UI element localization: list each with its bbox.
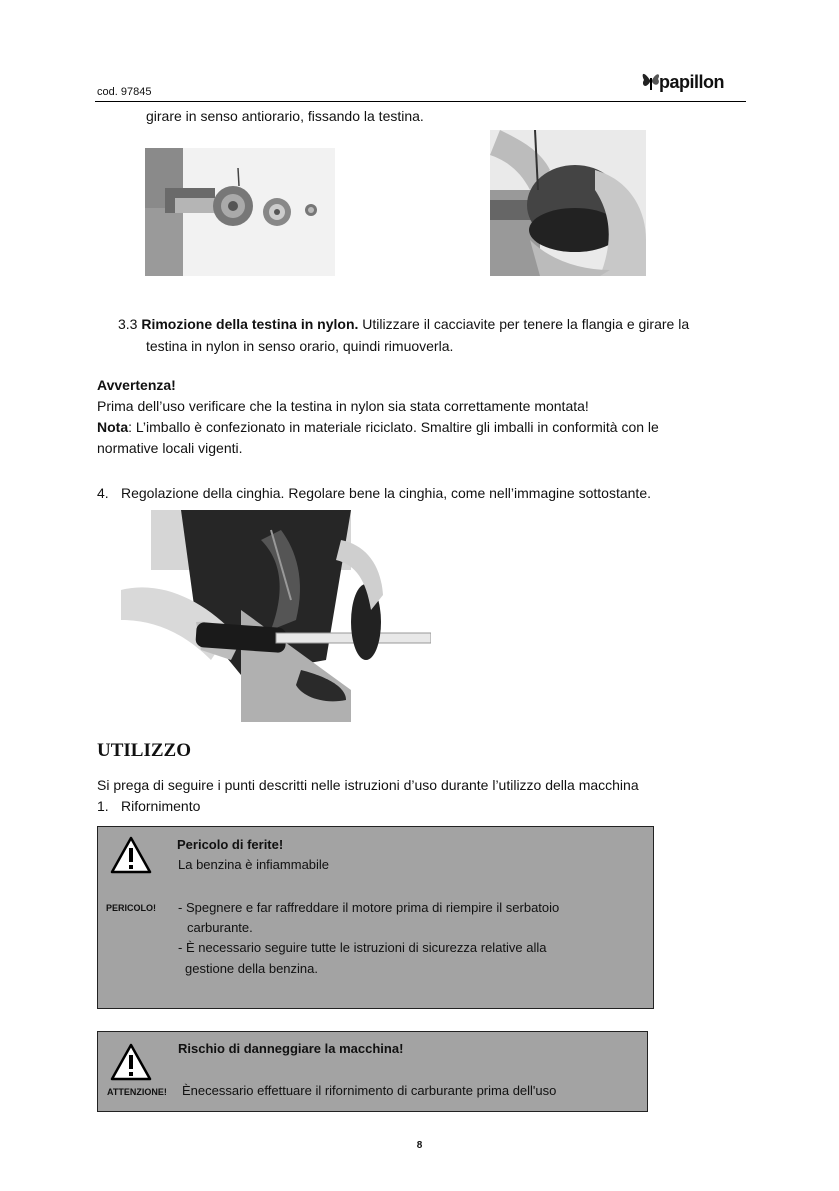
butterfly-icon — [641, 68, 661, 94]
document-code: cod. 97845 — [97, 86, 152, 98]
brand-name: papillon — [659, 72, 724, 92]
nota-line1 — [97, 419, 659, 436]
intro-line: girare in senso antiorario, fissando la testina. — [146, 108, 424, 124]
step-3-3-text-line2: testina in nylon in senso orario, quindi rimuoverla. — [146, 338, 454, 354]
danger-label: PERICOLO! — [106, 903, 157, 913]
danger-subtitle: La benzina è infiammabile — [178, 857, 330, 872]
warning-triangle-icon — [110, 836, 152, 874]
step-3-3-number: 3.3 — [118, 316, 138, 332]
nota-line2: normative locali vigenti. — [97, 440, 243, 456]
step-4-text: Regolazione della cinghia. Regolare bene la cinghia, come nell’immagine sottostante. — [121, 485, 651, 501]
page-number: 8 — [416, 1140, 423, 1151]
step-3-3-title: Rimozione della testina in nylon. — [141, 316, 359, 332]
photo-head-parts — [145, 148, 335, 276]
header-divider — [95, 101, 746, 102]
danger-box — [97, 826, 654, 1009]
danger-bullet1-line1: - Spegnere e far raffreddare il motore prima di riempire il serbatoio — [178, 900, 560, 915]
warning-triangle-icon — [110, 1043, 152, 1081]
danger-title: Pericolo di ferite! — [177, 837, 284, 852]
caution-title: Rischio di danneggiare la macchina! — [178, 1041, 404, 1056]
step-4-number: 4. — [97, 485, 109, 501]
usage-item-label: Rifornimento — [121, 798, 201, 814]
danger-bullet2-line1: - È necessario seguire tutte le istruzioni di sicurezza relative alla — [178, 940, 547, 955]
warning-line: Prima dell’uso verificare che la testina in nylon sia stata correttamente montata! — [97, 398, 589, 414]
nota-label: Nota — [97, 419, 129, 435]
danger-bullet2-line2: gestione della benzina. — [185, 961, 318, 976]
photo-hands-head — [490, 130, 646, 276]
caution-label: ATTENZIONE! — [107, 1087, 167, 1097]
usage-item-number: 1. — [97, 798, 109, 814]
nota-text-line1: : L’imballo è confezionato in materiale riciclato. Smaltire gli imballi in conformità con le — [128, 419, 659, 435]
warning-title: Avvertenza! — [97, 377, 176, 393]
caution-text: Ènecessario effettuare il rifornimento di carburante prima dell'uso — [182, 1083, 557, 1098]
usage-intro: Si prega di seguire i punti descritti nelle istruzioni d’uso durante l’utilizzo della macchina — [97, 777, 639, 793]
caution-box — [97, 1031, 648, 1112]
step-3-3-line1 — [118, 316, 689, 333]
photo-strap-adjustment — [121, 510, 431, 722]
brand-logo — [641, 66, 733, 96]
step-3-3-text-line1: Utilizzare il cacciavite per tenere la flangia e girare la — [358, 316, 690, 332]
danger-bullet1-line2: carburante. — [187, 920, 253, 935]
section-heading-utilizzo: UTILIZZO — [97, 740, 191, 761]
